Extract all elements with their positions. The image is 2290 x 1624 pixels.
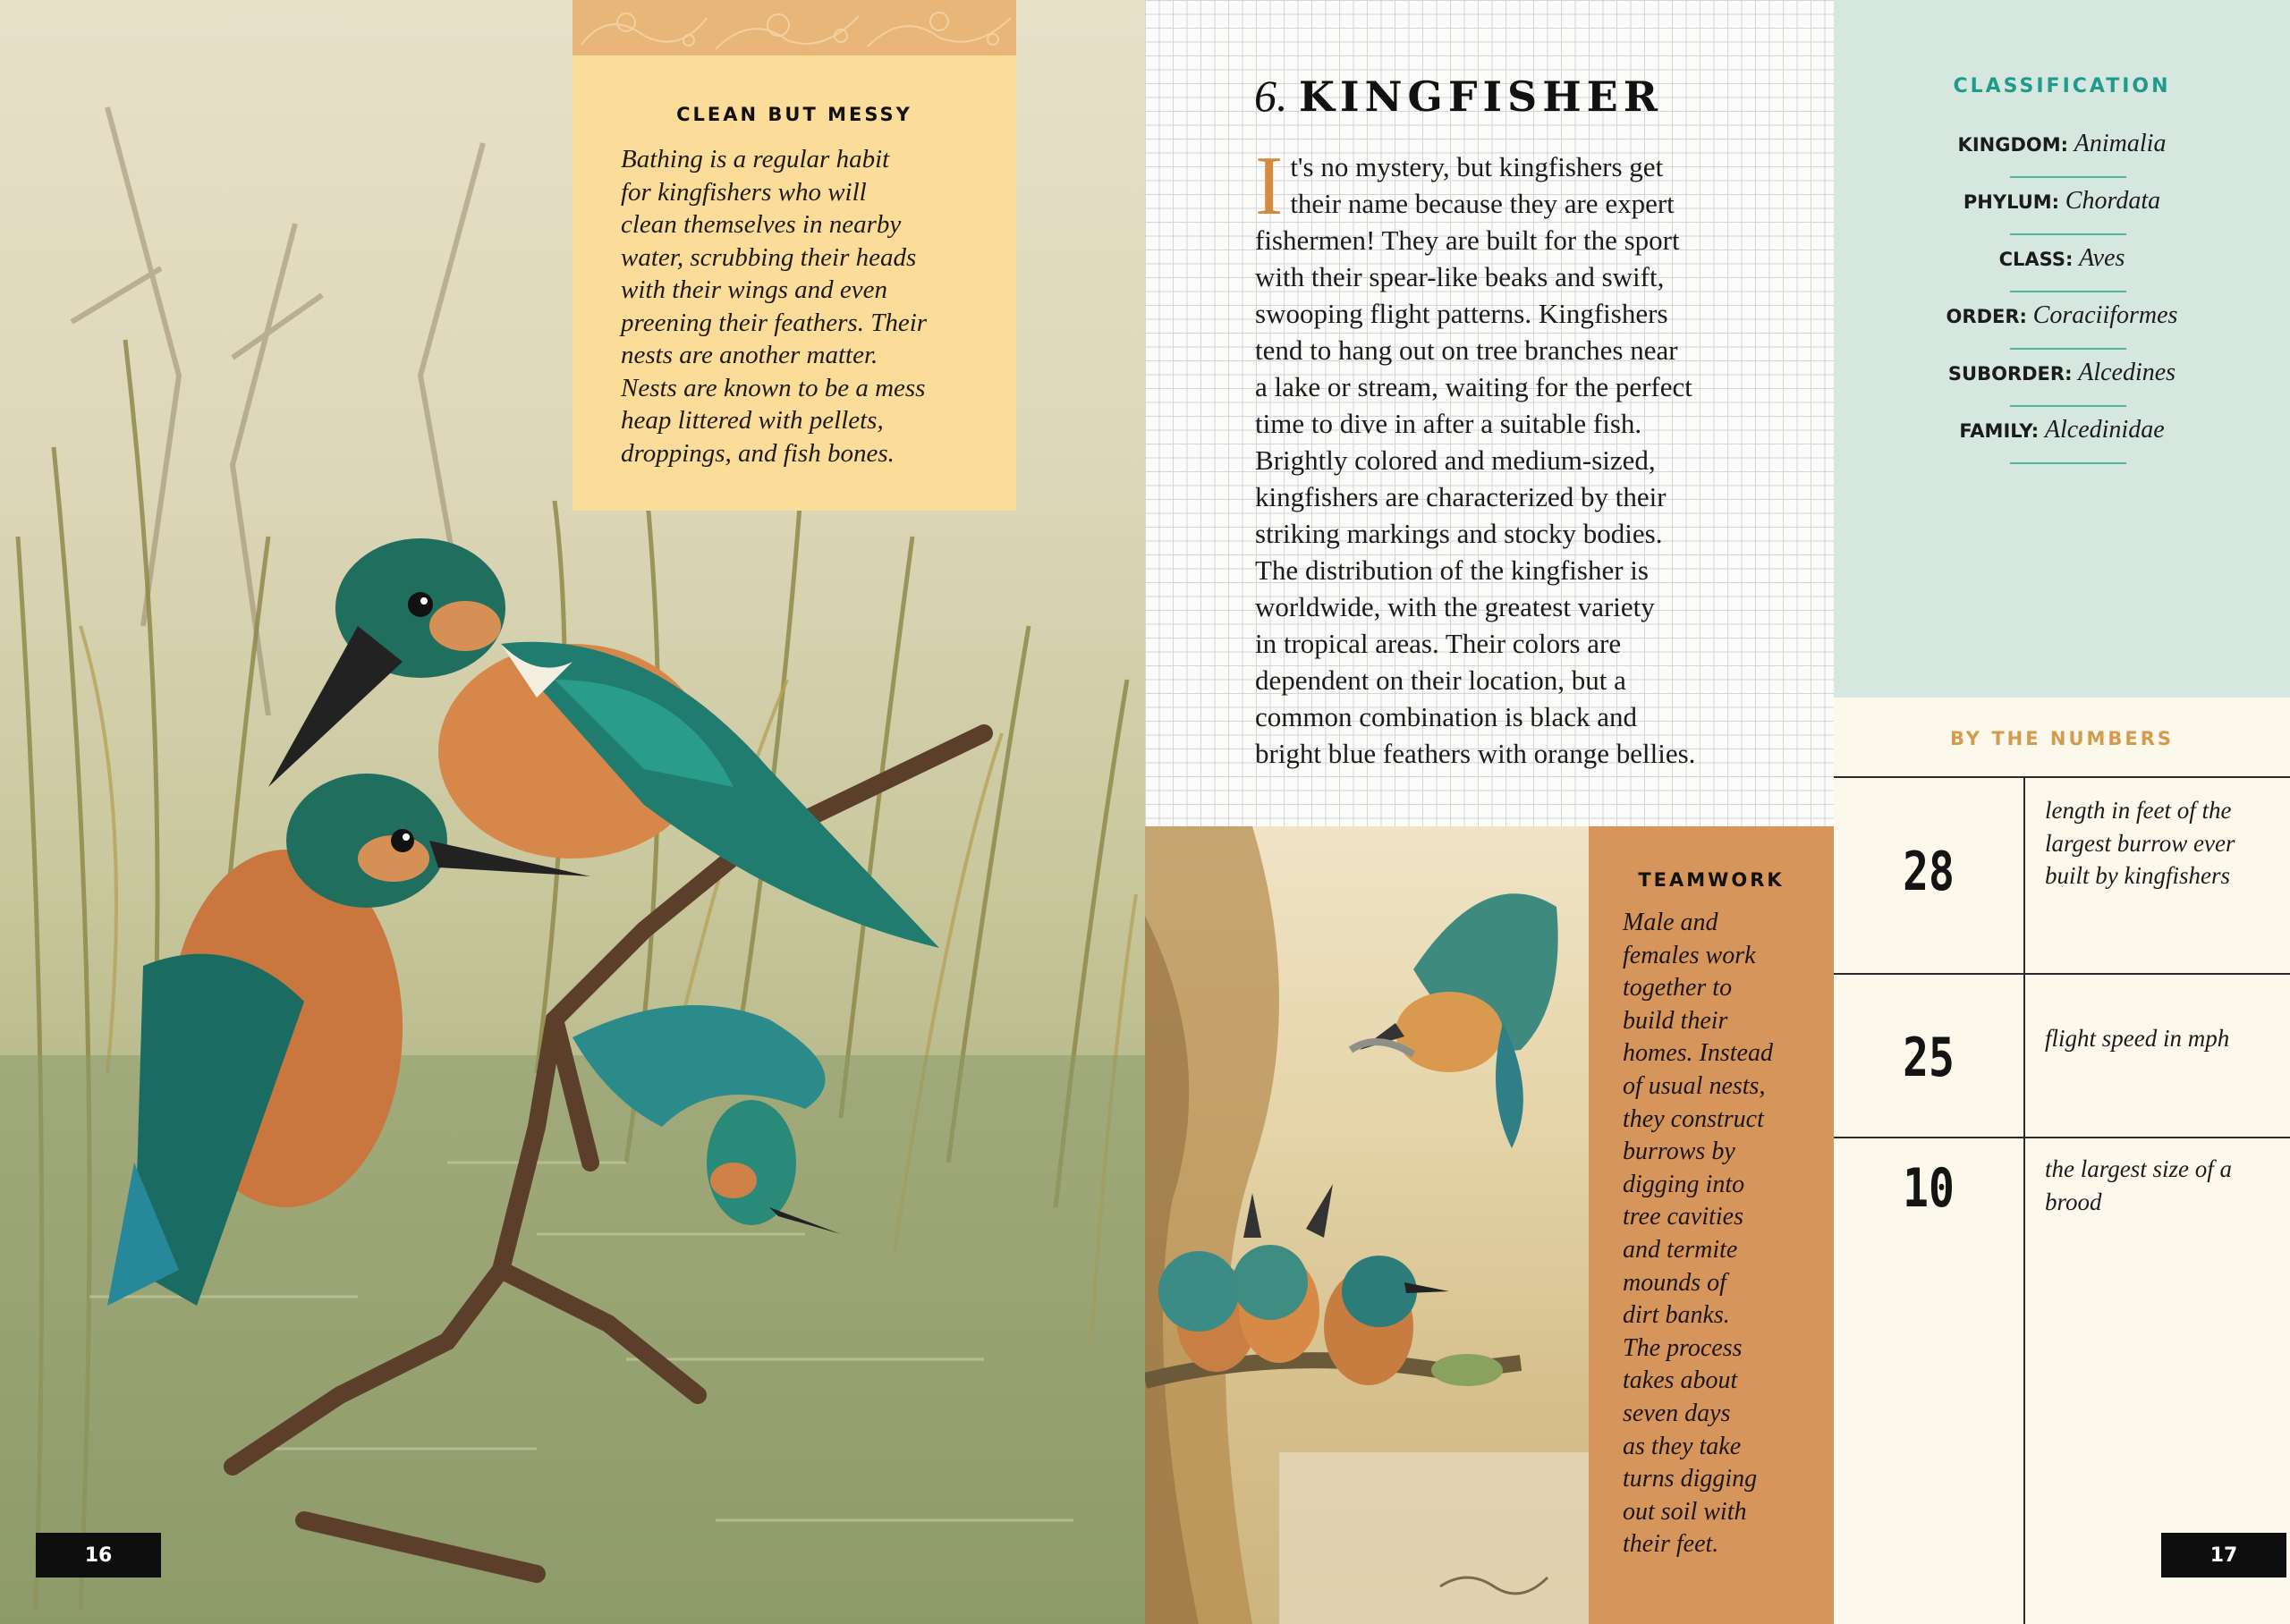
stat-value: 25 [1903,1027,1955,1089]
sidebar-clean-but-messy [572,0,1016,511]
numbers-divider [1834,1137,2290,1138]
article-line: tend to hang out on tree branches near [1255,334,1678,366]
article-line: time to dive in after a suitable fish. [1255,408,1642,439]
title-name: KINGFISHER [1299,72,1663,121]
classification-heading: CLASSIFICATION [1953,75,2171,97]
article-line: bright blue feathers with orange bellies. [1255,738,1696,769]
classification-key: CLASS: [1998,249,2074,270]
teamwork-heading: TEAMWORK [1638,869,1785,891]
classification-value: Animalia [2074,130,2167,157]
teamwork-illustration [1145,826,1589,1624]
classification-value: Chordata [2065,187,2161,215]
article-line: a lake or stream, waiting for the perfect [1255,371,1692,402]
classification-divider [2010,462,2126,464]
numbers-divider [1834,776,2290,778]
article-line: their name because they are expert [1290,188,1675,219]
sidebar-heading: CLEAN BUT MESSY [676,104,912,125]
classification-value: Aves [2079,244,2125,272]
sidebar-body-text: Bathing is a regular habit for kingfishers who will clean themselves in nearby water, scrubbing their heads with their wings and even preening their feathers. Their nests are another matter. Nests are known to be a mess heap littered with pellets, droppings, and fish bones. [621,145,928,468]
classification-row-order [1834,301,2290,330]
article-line: Brightly colored and medium-sized, [1255,444,1656,476]
classification-key: KINGDOM: [1957,134,2069,156]
article-line: in tropical areas. Their colors are [1255,628,1622,659]
classification-key: PHYLUM: [1963,191,2060,213]
teamwork-body-text: Male and females work together to build their homes. Instead of usual nests, they construct burrows by digging into tree cavities and termite mounds of dirt banks. The process takes about seven days as they take turns digging out soil with their feet. [1623,909,1773,1559]
classification-key: ORDER: [1946,306,2027,327]
classification-row-family [1834,416,2290,444]
decorative-pattern [572,0,1016,55]
stat-label: length in feet of the largest burrow ever built by kingfishers [2045,797,2235,889]
sidebar-teamwork [1589,826,1834,1624]
floral-pattern-icon [572,0,1016,55]
stat-label: flight speed in mph [2045,1025,2230,1052]
article-line: with their spear-like beaks and swift, [1255,261,1665,292]
by-the-numbers-heading: BY THE NUMBERS [1949,728,2175,749]
classification-key: FAMILY: [1959,420,2040,442]
title-number: 6. [1254,71,1288,121]
article-line: fishermen! They are built for the sport [1255,224,1680,256]
classification-value: Alcedines [2078,359,2176,386]
page-number-right: 17 [2161,1533,2286,1577]
article-line: The distribution of the kingfisher is [1255,554,1649,586]
article-line: common combination is black and [1255,701,1638,732]
stat-label: the largest size of a brood [2045,1155,2232,1215]
classification-value: Coraciiformes [2032,301,2178,329]
article-line: kingfishers are characterized by their [1255,481,1667,512]
classification-divider [2010,405,2126,407]
article-body [1255,140,1836,772]
page-number-left: 16 [36,1533,161,1577]
article-line: t's no mystery, but kingfishers get [1290,151,1664,182]
article-line: dependent on their location, but a [1255,664,1626,696]
classification-row-class [1834,244,2290,273]
stat-value: 10 [1903,1157,1955,1220]
numbers-divider [1834,973,2290,975]
article-line: striking markings and stocky bodies. [1255,518,1663,549]
numbers-column-divider [2023,778,2025,1624]
drop-cap: I [1255,140,1284,233]
classification-value: Alcedinidae [2044,416,2165,444]
classification-row-phylum [1834,187,2290,216]
classification-row-kingdom [1834,130,2290,158]
article-line: swooping flight patterns. Kingfishers [1255,298,1668,329]
by-the-numbers-panel [1834,698,2290,1624]
stat-value: 28 [1903,841,1955,903]
classification-key: SUBORDER: [1947,363,2073,385]
page-title [1254,70,1663,122]
classification-divider [2010,291,2126,292]
classification-divider [2010,176,2126,178]
classification-row-suborder [1834,359,2290,387]
kingfisher-family-drawing [1145,826,1589,1624]
classification-divider [2010,348,2126,350]
article-line: worldwide, with the greatest variety [1255,591,1655,622]
classification-divider [2010,233,2126,235]
